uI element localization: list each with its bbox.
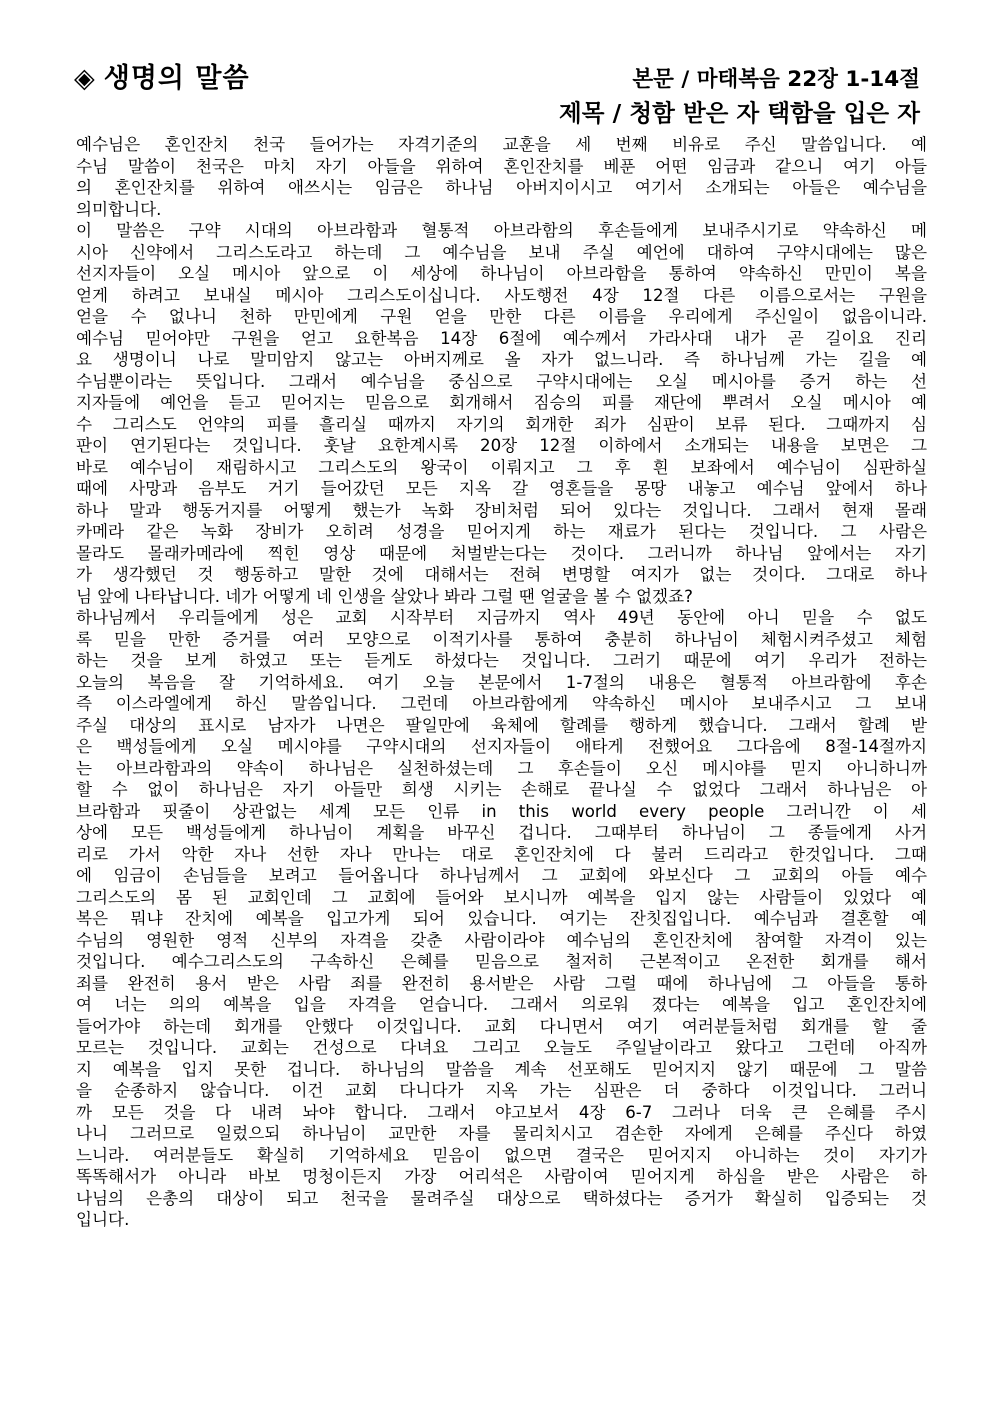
body-line: 주실 대상의 표시로 남자가 나면은 팔일만에 육체에 할례를 행하게 했습니다. 그래서 할례 받	[76, 715, 927, 735]
body-line: 가 생각했던 것 행동하고 말한 것에 대해서는 전혀 변명할 여지가 없는 것이다. 그대로 하나	[76, 565, 927, 584]
body-line: 까 모든 것을 다 내려 놔야 합니다. 그래서 야고보서 4장 6-7 그러나 더욱 큰 은혜를 주시	[76, 1102, 927, 1122]
body-line: 의 혼인잔치를 위하여 애쓰시는 임금은 하나님 아버지이시고 여기서 소개되는 아들은 예수님을	[76, 178, 927, 197]
body-line: 나님의 은총의 대상이 되고 천국을 물려주실 대상으로 택하셨다는 증거가 확실히 입증되는 것	[76, 1188, 927, 1208]
body-line: 하는 것을 보게 하였고 또는 듣게도 하셨다는 것입니다. 그러기 때문에 여기 우리가 전하는	[76, 651, 927, 670]
body-line: 지 예복을 입지 못한 겁니다. 하나님의 말씀을 계속 선포해도 믿어지지 않기 때문에 그 말씀	[76, 1059, 927, 1079]
diamond-bullet-icon: ◈	[74, 63, 96, 94]
body-line: 에 임금이 손님들을 보려고 들어옵니다 하나님께서 그 교회에 와보신다 그 교회의 아들 예수	[76, 866, 927, 885]
section-heading	[74, 56, 250, 95]
body-line: 수 그리스도 언약의 피를 흘리실 때까지 자기의 회개한 죄가 심판이 보류 된다. 그때까지 심	[76, 414, 927, 434]
sermon-title: 제목 / 청함 받은 자 택함을 입은 자	[559, 99, 920, 127]
body-line: 하나님께서 우리들에게 성은 교회 시작부터 지금까지 역사 49년 동안에 아니 믿을 수 없도	[76, 608, 927, 627]
body-line: 복은 뭐냐 잔치에 예복을 입고가게 되어 있습니다. 여기는 잔칫집입니다. 예수님과 결혼할 예	[76, 909, 927, 928]
section-title: 생명의 말씀	[103, 63, 250, 94]
body-line: 는 아브라함과의 약속이 하나님은 실천하셨는데 그 후손들이 오신 메시야를 믿지 아니하니까	[76, 758, 927, 778]
body-line: 나니 그러므로 일렀으되 하나님이 교만한 자를 물리치시고 겸손한 자에게 은혜를 주신다 하였	[76, 1124, 927, 1143]
body-line: 예수님 믿어야만 구원을 얻고 요한복음 14장 6절에 예수께서 가라사대 내가 곧 길이요 진리	[76, 328, 927, 348]
body-line: 즉 이스라엘에게 하신 말씀입니다. 그런데 아브라함에게 약속하신 메시아 보내주시고 그 보내	[76, 694, 927, 713]
body-line: 여 너는 의의 예복을 입을 자격을 얻습니다. 그래서 의로워 졌다는 예복을 입고 혼인잔치에	[76, 995, 927, 1014]
body-line: 얻을 수 없나니 천하 만민에게 구원 얻을 만한 다른 이름을 우리에게 주신일이 없음이니라.	[76, 307, 927, 326]
body-line: 것입니다. 예수그리스도의 구속하신 은혜를 믿음으로 철저히 근본적이고 온전한 회개를 해서	[76, 952, 927, 971]
body-line: 리로 가서 악한 자나 선한 자나 만나는 대로 혼인잔치에 다 불러 드리라고 한것입니다. 그때	[76, 844, 927, 864]
body-line: 수님의 영원한 영적 신부의 자격을 갖춘 사람이라야 예수님의 혼인잔치에 참여할 자격이 있는	[76, 930, 927, 950]
body-line: 똑똑해서가 아니라 바보 멍청이든지 가장 어리석은 사람이여 믿어지게 하심을 받은 사람은 하	[76, 1167, 927, 1186]
body-line: 예수님은 혼인잔치 천국 들어가는 자격기준의 교훈을 세 번째 비유로 주신 말씀입니다. 예	[76, 135, 927, 154]
body-line: 입니다.	[76, 1210, 130, 1229]
body-line: 은 백성들에게 오실 메시야를 구약시대의 선지자들이 애타게 전했어요 그다음에 8절-14절까지	[76, 737, 927, 756]
body-line: 지자들에 예언을 듣고 믿어지는 믿음으로 회개해서 짐승의 피를 재단에 뿌려서 오실 메시아 예	[76, 393, 927, 412]
body-line: 하나 말과 행동거지를 어떻게 했는가 녹화 장비처럼 되어 있다는 것입니다. 그래서 현재 몰래	[76, 500, 927, 520]
body-line: 브라함과 핏줄이 상관없는 세계 모든 인류 in this world every people 그러니깐 이 세	[76, 801, 927, 821]
scripture-reference: 본문 / 마태복음 22장 1-14절	[632, 67, 920, 92]
body-line: 을 순종하지 않습니다. 이건 교회 다니다가 지옥 가는 심판은 더 중하다 이것입니다. 그러니	[76, 1081, 927, 1100]
body-line: 수님 말씀이 천국은 마치 자기 아들을 위하여 혼인잔치를 베푼 어떤 임금과 같으니 여기 아들	[76, 156, 927, 176]
body-line: 때에 사망과 음부도 거기 들어갔던 모든 지옥 갈 영혼들을 몽땅 내놓고 예수님 앞에서 하나	[76, 479, 927, 498]
body-line: 카메라 같은 녹화 장비가 오히려 성경을 믿어지게 하는 재료가 된다는 것입니다. 그 사람은	[76, 522, 927, 541]
body-line: 님 앞에 나타납니다. 네가 어떻게 네 인생을 살았나 봐라 그럴 땐 얼굴을 볼 수 없겠죠?	[76, 586, 693, 606]
body-line: 바로 예수님이 재림하시고 그리스도의 왕국이 이뤄지고 그 후 흰 보좌에서 예수님이 심판하실	[76, 457, 927, 477]
body-line: 이 말씀은 구약 시대의 아브라함과 혈통적 아브라함의 후손들에게 보내주시기로 약속하신 메	[76, 221, 927, 240]
body-line: 판이 연기된다는 것입니다. 훗날 요한계시록 20장 12절 이하에서 소개되는 내용을 보면은 그	[76, 436, 927, 455]
body-line: 느니라. 여러분들도 확실히 기억하세요 믿음이 없으면 결국은 믿어지지 아니하는 것이 자기가	[76, 1145, 927, 1165]
body-line: 모르는 것입니다. 교회는 건성으로 다녀요 그리고 오늘도 주일날이라고 왔다고 그런데 아직까	[76, 1038, 927, 1057]
body-line: 몰라도 몰래카메라에 찍힌 영상 때문에 처벌받는다는 것이다. 그러니까 하나님 앞에서는 자기	[76, 543, 927, 563]
body-line: 얻게 하려고 보내실 메시아 그리스도이십니다. 사도행전 4장 12절 다른 이름으로서는 구원을	[76, 285, 927, 305]
body-line: 그리스도의 몸 된 교회인데 그 교회에 들어와 보시니까 예복을 입지 않는 사람들이 있었다 예	[76, 887, 927, 907]
body-line: 요 생명이니 나로 말미암지 않고는 아버지께로 올 자가 없느니라. 즉 하나님께 가는 길을 예	[76, 350, 927, 369]
body-line: 수님뿐이라는 뜻입니다. 그래서 예수님을 중심으로 구약시대에는 오실 메시아를 증거 하는 선	[76, 371, 927, 391]
body-line: 할 수 없이 하나님은 자기 아들만 희생 시키는 손해로 끝나실 수 없었다 그래서 하나님은 아	[76, 780, 927, 799]
sermon-body	[76, 134, 927, 1231]
body-line: 록 믿을 만한 증거를 여러 모양으로 이적기사를 통하여 충분히 하나님이 체험시켜주셨고 체험	[76, 629, 927, 649]
body-line: 죄를 완전히 용서 받은 사람 죄를 완전히 용서받은 사람 그럴 때에 하나님에 그 아들을 통하	[76, 973, 927, 993]
body-line: 선지자들이 오실 메시아 앞으로 이 세상에 하나님이 아브라함을 통하여 약속하신 만민이 복을	[76, 264, 927, 283]
body-line: 상에 모든 백성들에게 하나님이 계획을 바꾸신 겁니다. 그때부터 하나님이 그 종들에게 사거	[76, 823, 927, 842]
body-line: 오늘의 복음을 잘 기억하세요. 여기 오늘 본문에서 1-7절의 내용은 혈통적 아브라함에 후손	[76, 672, 927, 692]
body-line: 들어가야 하는데 회개를 안했다 이것입니다. 교회 다니면서 여기 여러분들처럼 회개를 할 줄	[76, 1016, 927, 1036]
body-line: 시아 신약에서 그리스도라고 하는데 그 예수님을 보내 주실 예언에 대하여 구약시대에는 많은	[76, 242, 927, 262]
body-line: 의미합니다.	[76, 199, 162, 219]
